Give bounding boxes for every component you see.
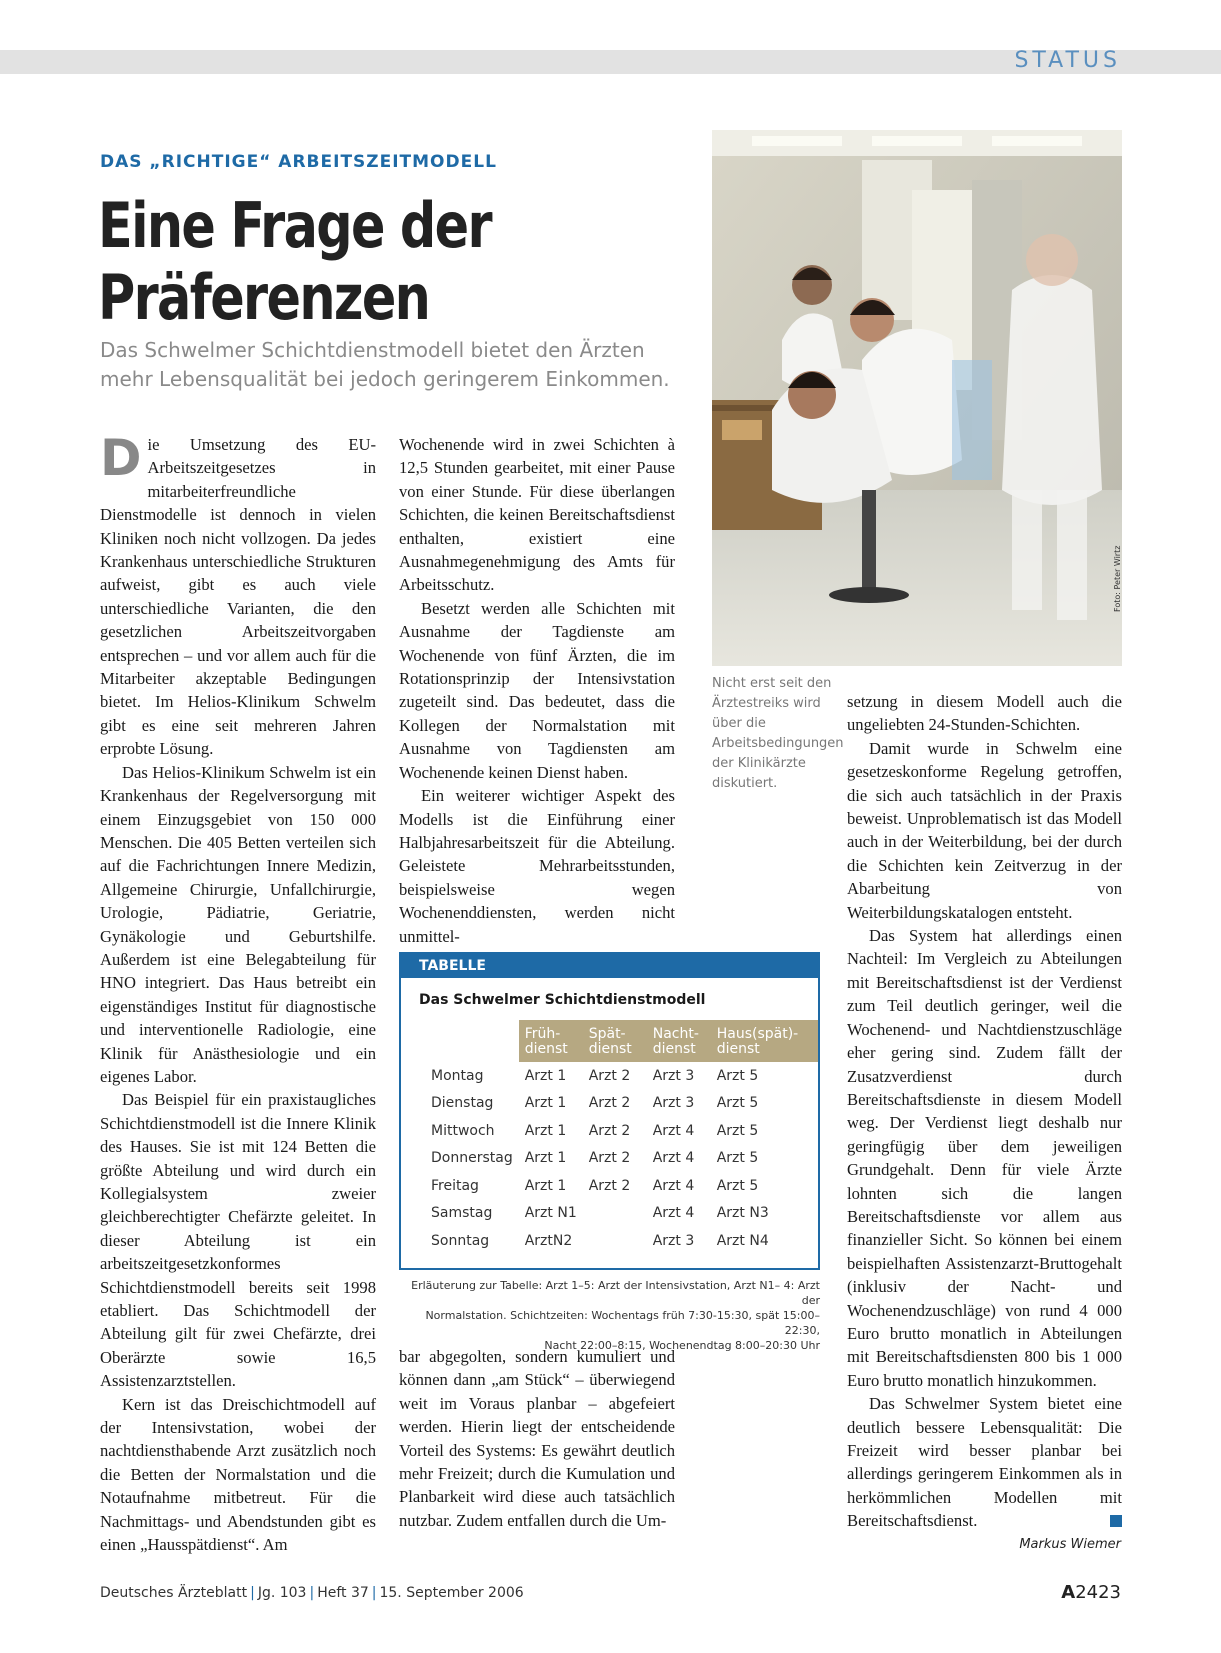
paragraph-text: ie Umsetzung des EU-Arbeitszeitgesetzes in mitarbeiterfreundliche Dienstmodelle ist dennoch in vielen Kliniken noch nicht vollzogen. Da jedes Krankenhaus unterschiedliche Strukturen aufweist, gibt es auch viele unterschiedliche Varianten, die den gesetzlichen Arbeitszeitvorgaben entsprechen – und vor allem auch für die Mitarbeiter akzeptable Bedingungen bietet. Im Helios-Klinikum Schwelm gibt es eine seit mehreren Jahren erprobte Lösung. [100, 435, 376, 759]
table-cell: Arzt 3 [652, 1095, 695, 1112]
schedule-table-box [399, 952, 820, 1270]
paragraph: bar abgegolten, sondern kumuliert und können dann „am Stück“ – überwiegend weit im Voraus planbar – abgefeiert werden. Hierin liegt der entscheidende Vorteil des Systems: Es gewährt deutlich mehr Freizeit; durch die Kumulation und Planbarkeit wird diese auch tatsächlich nutzbar. Zudem entfallen durch die Um- [399, 1347, 675, 1530]
paragraph: setzung in diesem Modell auch die ungeliebten 24-Stunden-Schichten. [847, 692, 1122, 735]
paragraph: Ein weiterer wichtiger Aspekt des Modells ist die Einführung einer Halbjahresarbeitszeit für die Abteilung. Geleistete Mehrarbeitsstunden, beispielsweise wegen Wochenenddiensten, werden nicht unmittel- [399, 786, 675, 946]
table-cell: Montag [431, 1067, 484, 1084]
table-cell: Arzt 5 [716, 1150, 759, 1167]
table-cell: Donnerstag [431, 1150, 513, 1167]
table-cell: Arzt N1 [524, 1205, 577, 1222]
table-header-row [419, 1020, 818, 1062]
table-cell: Arzt 2 [588, 1177, 631, 1194]
table-cell: Arzt 2 [588, 1150, 631, 1167]
photo-caption: Nicht erst seit den Ärztestreiks wird über die Arbeitsbedingungen der Klinikärzte diskutiert. [712, 676, 844, 791]
page-prefix: A [1061, 1582, 1076, 1603]
page-number-value: 2423 [1075, 1582, 1121, 1603]
paragraph [847, 1392, 1122, 1532]
paragraph [100, 429, 376, 761]
journal-year: Jg. 103 [257, 1585, 307, 1601]
article-title [98, 190, 557, 334]
table-row [419, 1145, 818, 1173]
text-column-2-bottom [399, 1345, 675, 1532]
paragraph: Wochenende wird in zwei Schichten à 12,5 Stunden gearbeitet, mit einer Pause von einer Stunde. Für diese überlangen Schichten, die keinen Bereitschaftsdienst enthalten, existiert eine Ausnahmegenehmigung des Amts für Arbeitsschutz. [399, 435, 675, 595]
journal-date: 15. September 2006 [379, 1585, 524, 1601]
table-cell: Arzt 4 [652, 1122, 695, 1139]
divider: | [250, 1585, 255, 1601]
table-header-cell: Nacht-dienst [647, 1020, 711, 1062]
paragraph: Das System hat allerdings einen Nachteil: Im Vergleich zu Abteilungen mit Bereitschaftsdienst ist der Verdienst zum Teil deutlich geringer, weil die Wochenend- und Nachtdienstzuschläge eher gering sind. Zudem fällt der Zusatzverdienst durch Bereitschaftsdienste in diesem Modell weg. Der Verdienst liegt deshalb nur geringfügig über dem jeweiligen Grundgehalt. Denn für viele Ärzte lohnten sich die langen Bereitschaftsdienste vor allem aus finanzieller Sicht. So können bei einem beispielhaften Assistenzarzt-Bruttogehalt (inklusiv der Nacht- und Wochenendzuschläge) von rund 4 000 Euro brutto monatlich in Abteilungen mit Bereitschaftsdiensten 800 bis 1 000 Euro brutto monatlich hinzukommen. [847, 926, 1122, 1390]
paragraph: Das Beispiel für ein praxistaugliches Schichtdienstmodell ist die Innere Klinik des Hauses. Sie ist mit 124 Betten die größte Abteilung und wird durch ein Kollegialsystem zweier gleichberechtigter Chefärzte geleitet. In dieser Abteilung ist ein arbeitszeitgesetzkonformes Schichtdienstmodell bereits seit 1998 etabliert. Das Schichtmodell der Abteilung gilt für zwei Chefärzte, drei Oberärzte sowie 16,5 Assistenzarztstellen. [100, 1090, 376, 1391]
drop-cap: D [100, 429, 142, 487]
table-cell: Dienstag [431, 1095, 494, 1112]
journal-name: Deutsches Ärzteblatt [100, 1585, 248, 1601]
table-cell: Sonntag [431, 1232, 490, 1249]
author-name: Markus Wiemer [1019, 1537, 1121, 1552]
title-line-1: Eine Frage der [98, 189, 491, 262]
table-cell: Arzt 2 [588, 1067, 631, 1084]
table-cell: Arzt 2 [588, 1095, 631, 1112]
hospital-photo-illustration [712, 130, 1122, 666]
table-row [419, 1117, 818, 1145]
paragraph: Damit wurde in Schwelm eine gesetzeskonforme Regelung getroffen, die sich auch tatsächlich in der Praxis beweist. Unproblematisch ist das Modell auch in der Weiterbildung, bei der durch die Schichten kein Zeitverzug in der Abarbeitung von Weiterbildungskatalogen entsteht. [847, 738, 1122, 922]
paragraph-text: Das Schwelmer System bietet eine deutlich bessere Lebensqualität: Die Freizeit wird besser planbar bei allerdings geringerem Einkommen als in herkömmlichen Modellen mit Bereitschaftsdienst. [847, 1394, 1122, 1531]
table-cell: ArztN2 [524, 1232, 573, 1249]
table-cell: Arzt 4 [652, 1150, 695, 1167]
paragraph: Das Helios-Klinikum Schwelm ist ein Krankenhaus der Regelversorgung mit einem Einzugsgebiet von 150 000 Menschen. Die 405 Betten verteilen sich auf die Fachrichtungen Innere Medizin, Allgemeine Chirurgie, Unfallchirurgie, Urologie, Pädiatrie, Geriatrie, Gynäkologie und Geburtshilfe. Außerdem ist eine Belegabteilung für HNO integriert. Das Haus betreibt ein eigenständiges Institut für diagnostische und interventionelle Radiologie, eine Klinik für Anästhesiologie und ein eigenes Labor. [100, 762, 376, 1086]
table-note-line: Normalstation. Schichtzeiten: Wochentags früh 7:30-15:30, spät 15:00–22:30, [425, 1309, 820, 1337]
table-cell: Freitag [431, 1177, 479, 1194]
table-cell: Arzt N3 [716, 1205, 769, 1222]
table-row [419, 1062, 818, 1090]
divider: | [309, 1585, 315, 1601]
table-title: Das Schwelmer Schichtdienstmodell [419, 992, 706, 1008]
table-cell [583, 1200, 647, 1228]
article-photo [712, 130, 1122, 666]
table-cell: Arzt 4 [652, 1177, 695, 1194]
table-cell: Mittwoch [431, 1122, 495, 1139]
table-note [399, 1278, 820, 1353]
table-row [419, 1090, 818, 1118]
end-mark-icon [1110, 1515, 1122, 1527]
paragraph: Kern ist das Dreischichtmodell auf der Intensivstation, wobei der nachtdiensthabende Arzt zusätzlich noch die Betten der Normalstation und die Notaufnahme mitbetreut. Für die Nachmittags- und Abendstunden gibt es einen „Hausspätdienst“. Am [100, 1394, 376, 1555]
table-cell: Arzt 5 [716, 1095, 759, 1112]
text-column-1 [100, 429, 376, 1557]
photo-credit: Foto: Peter Wirtz [1113, 545, 1122, 612]
table-cell: Arzt 1 [524, 1177, 567, 1194]
table-row [419, 1172, 818, 1200]
table-cell: Arzt 3 [652, 1232, 695, 1249]
table-cell: Arzt 1 [524, 1150, 567, 1167]
article-deck: Das Schwelmer Schichtdienstmodell bietet den Ärzten mehr Lebensqualität bei jedoch geringerem Einkommen. [100, 338, 670, 391]
table-row [419, 1200, 818, 1228]
table-note-line: Nacht 22:00–8:15, Wochenendtag 8:00–20:30 Uhr [544, 1339, 820, 1352]
table-header-cell [419, 1020, 519, 1062]
table-cell: Arzt 5 [716, 1122, 759, 1139]
page-footer [100, 1585, 524, 1601]
table-row [419, 1227, 818, 1255]
table-cell: Arzt 3 [652, 1067, 695, 1084]
table-cell [583, 1227, 647, 1255]
table-cell: Arzt 1 [524, 1095, 567, 1112]
journal-issue: Heft 37 [317, 1585, 369, 1601]
table-cell: Arzt 5 [716, 1177, 759, 1194]
table-cell: Arzt 1 [524, 1122, 567, 1139]
article-kicker: DAS „RICHTIGE“ ARBEITSZEITMODELL [100, 152, 497, 172]
divider: | [371, 1585, 377, 1601]
table-cell: Arzt N4 [716, 1232, 769, 1249]
table-note-line: Erläuterung zur Tabelle: Arzt 1–5: Arzt der Intensivstation, Arzt N1– 4: Arzt der [411, 1279, 820, 1307]
table-cell: Arzt 1 [524, 1067, 567, 1084]
table-cell: Arzt 4 [652, 1205, 695, 1222]
table-cell: Arzt 2 [588, 1122, 631, 1139]
table-label: TABELLE [401, 954, 818, 978]
table-header-cell: Spät-dienst [583, 1020, 647, 1062]
table-cell: Samstag [431, 1205, 493, 1222]
schedule-table [419, 1020, 818, 1255]
table-header-cell: Früh-dienst [519, 1020, 583, 1062]
text-column-2-top [399, 433, 675, 948]
paragraph: Besetzt werden alle Schichten mit Ausnahme der Tagdienste am Wochenende von fünf Ärzten, die im Rotationsprinzip der Intensivstation zugeteilt sind. Das bedeutet, dass die Kollegen der Normalstation mit Ausnahme von Tagdiensten am Wochenende keinen Dienst haben. [399, 598, 675, 782]
page-number [1061, 1582, 1121, 1603]
table-cell: Arzt 5 [716, 1067, 759, 1084]
table-header-cell: Haus(spät)-dienst [711, 1020, 818, 1062]
title-line-2: Präferenzen [98, 261, 430, 334]
text-column-3 [847, 690, 1122, 1533]
section-label: STATUS [1014, 48, 1121, 73]
